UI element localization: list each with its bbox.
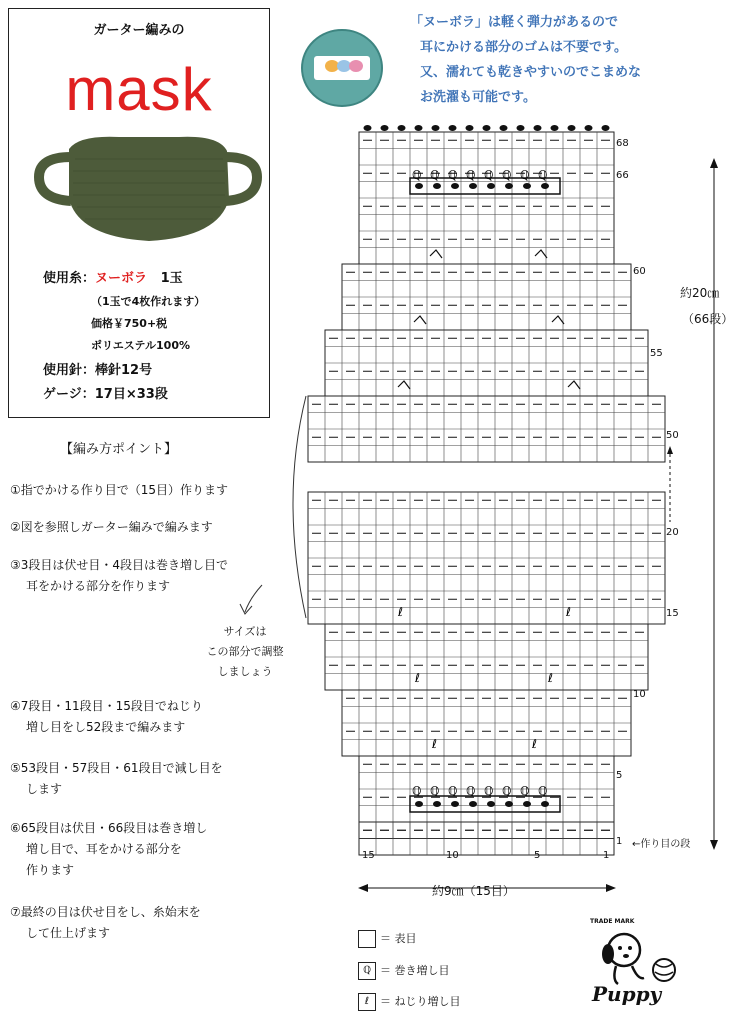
row-label-20: 20 [666, 527, 679, 538]
bind-off-dot [466, 125, 474, 131]
bind-off-dot [500, 125, 508, 131]
bind-off-dot [505, 801, 513, 807]
decrease-mark [398, 381, 410, 389]
yarn-qty: 1玉 [160, 271, 183, 286]
legend-wrap [358, 962, 450, 980]
row-label-5: 5 [616, 770, 623, 781]
points-title: 【編み方ポイント】 [60, 442, 178, 457]
row-label-60: 60 [633, 266, 646, 277]
card-title: mask [65, 56, 213, 123]
wrap-increase-mark: ℚ [520, 168, 530, 182]
decrease-mark [568, 381, 580, 389]
bind-off-dot [585, 125, 593, 131]
trade-mark-text: TRADE MARK [590, 918, 635, 925]
bind-off-dot [517, 125, 525, 131]
bind-off-dot [451, 183, 459, 189]
row-label-10: 10 [633, 689, 646, 700]
height-rows: （66段） [682, 312, 734, 326]
note-line: 又、濡れても乾きやすいのでこまめな [420, 65, 642, 80]
bind-off-dot [523, 801, 531, 807]
row-label-50: 50 [666, 430, 679, 441]
step-line: ④7段目・11段目・15段目でねじり [10, 699, 203, 713]
step-line: 増し目で、耳をかける部分を [26, 842, 182, 856]
wrap-increase-mark: ℚ [484, 168, 494, 182]
step-line: 増し目をし52段まで編みます [26, 720, 186, 734]
yarn-label: 使用糸： [43, 271, 96, 286]
arrow-head [667, 446, 673, 454]
step-line: ⑤53段目・57段目・61段目で減し目を [10, 761, 223, 775]
twist-increase-mark: ℓ [548, 671, 553, 685]
wrap-increase-mark: ℚ [412, 168, 422, 182]
legend-twist [358, 993, 461, 1011]
yarn-note: （1玉で4枚作れます） [91, 295, 206, 308]
bind-off-dot [433, 801, 441, 807]
wrap-increase-mark: ℚ [538, 168, 548, 182]
bind-off-dot [487, 801, 495, 807]
size-note-line: サイズは [223, 625, 267, 638]
row-label-15: 15 [666, 608, 679, 619]
decrease-mark [552, 316, 564, 324]
height-label: 約20㎝ [680, 286, 720, 300]
bind-off-dot [415, 183, 423, 189]
decrease-mark [414, 316, 426, 324]
bind-off-dot [534, 125, 542, 131]
bind-off-dot [364, 125, 372, 131]
step-line: します [26, 782, 63, 796]
col-label-10: 10 [446, 850, 459, 861]
wrap-increase-mark: ℚ [502, 168, 512, 182]
wrap-increase-mark: ℚ [466, 784, 476, 798]
arrow-head [710, 840, 718, 850]
size-note-line: しましょう [217, 665, 273, 678]
row-label-68: 68 [616, 138, 629, 149]
twist-increase-mark: ℓ [432, 737, 437, 751]
bind-off-dot [483, 125, 491, 131]
twist-increase-mark: ℓ [398, 605, 403, 619]
wrap-increase-mark: ℚ [520, 784, 530, 798]
logo-name: Puppy [592, 982, 662, 1006]
wrap-increase-mark: ℚ [448, 784, 458, 798]
decrease-mark [535, 250, 547, 258]
legend-wrap-label: ＝ 巻き増し目 [380, 964, 450, 977]
step-line: ⑥65段目は伏目・66段目は巻き増し [10, 821, 208, 835]
arrow-head [606, 884, 616, 892]
bind-off-dot [469, 801, 477, 807]
step-line: 作ります [26, 863, 75, 877]
wrap-increase-mark: ℚ [466, 168, 476, 182]
bind-off-dot [415, 801, 423, 807]
wrap-increase-mark: ℚ [430, 784, 440, 798]
puppy-logo [582, 918, 692, 1010]
wrap-increase-mark: ℚ [484, 784, 494, 798]
step-line: して仕上げます [26, 926, 111, 940]
width-label: 約9㎝（15目） [432, 884, 515, 898]
size-note-line: この部分で調整 [206, 645, 284, 658]
twist-increase-mark: ℓ [532, 737, 537, 751]
knit-symbol-icon [358, 930, 376, 948]
step-line: ③3段目は伏せ目・4段目は巻き増し目で [10, 558, 229, 572]
bind-off-dot [415, 125, 423, 131]
bind-off-dot [602, 125, 610, 131]
needle-spec: 使用針：棒針12号 [43, 363, 153, 378]
bind-off-dot [451, 801, 459, 807]
arrow-head [710, 158, 718, 168]
arrow-head [358, 884, 368, 892]
gauge-spec: ゲージ：17目×33段 [43, 387, 168, 402]
bind-off-dot [433, 183, 441, 189]
row-label-66: 66 [616, 170, 629, 181]
bind-off-dot [505, 183, 513, 189]
note-line: 耳にかける部分のゴムは不要です。 [420, 40, 627, 55]
wrap-increase-mark: ℚ [412, 784, 422, 798]
price: 価格￥750+税 [91, 317, 168, 330]
step-line: 耳をかける部分を作ります [26, 579, 171, 593]
bind-off-dot [469, 183, 477, 189]
row-label-1: 1 [616, 836, 623, 847]
yarn-name: ヌーボラ [95, 271, 148, 286]
legend-twist-label: ＝ ねじり増し目 [380, 995, 461, 1008]
twist-increase-icon: ℓ [358, 993, 376, 1011]
col-label-15: 15 [362, 850, 375, 861]
wrap-increase-icon: ℚ [358, 962, 376, 980]
twist-increase-mark: ℓ [415, 671, 420, 685]
row-label-55: 55 [650, 348, 663, 359]
legend-knit-label: ＝ 表目 [380, 932, 417, 945]
wrap-increase-mark: ℚ [538, 784, 548, 798]
bind-off-dot [449, 125, 457, 131]
bind-off-dot [568, 125, 576, 131]
step-line: ⑦最終の目は伏せ目をし、糸始末を [10, 905, 201, 919]
wrap-increase-mark: ℚ [430, 168, 440, 182]
wrap-increase-mark: ℚ [448, 168, 458, 182]
note-line: 「ヌーボラ」は軽く弾力があるので [410, 15, 619, 30]
twist-increase-mark: ℓ [566, 605, 571, 619]
col-label-1: 1 [603, 850, 610, 861]
ear-opening [410, 796, 560, 812]
bind-off-dot [398, 125, 406, 131]
note-line: お洗濯も可能です。 [420, 90, 536, 105]
card-subtitle: ガーター編みの [93, 23, 185, 38]
legend-knit [358, 930, 417, 948]
bind-off-dot [523, 183, 531, 189]
step-line: ①指でかける作り目で（15目）作ります [10, 483, 229, 497]
material: ポリエステル100% [91, 339, 190, 352]
col-label-5: 5 [534, 850, 541, 861]
bind-off-dot [432, 125, 440, 131]
decrease-mark [430, 250, 442, 258]
bind-off-dot [381, 125, 389, 131]
bind-off-dot [551, 125, 559, 131]
bind-off-dot [541, 801, 549, 807]
start-row-note: ←作り目の段 [632, 839, 691, 850]
bind-off-dot [487, 183, 495, 189]
bind-off-dot [541, 183, 549, 189]
wrap-increase-mark: ℚ [502, 784, 512, 798]
step-line: ②図を参照しガーター編みで編みます [10, 520, 213, 534]
